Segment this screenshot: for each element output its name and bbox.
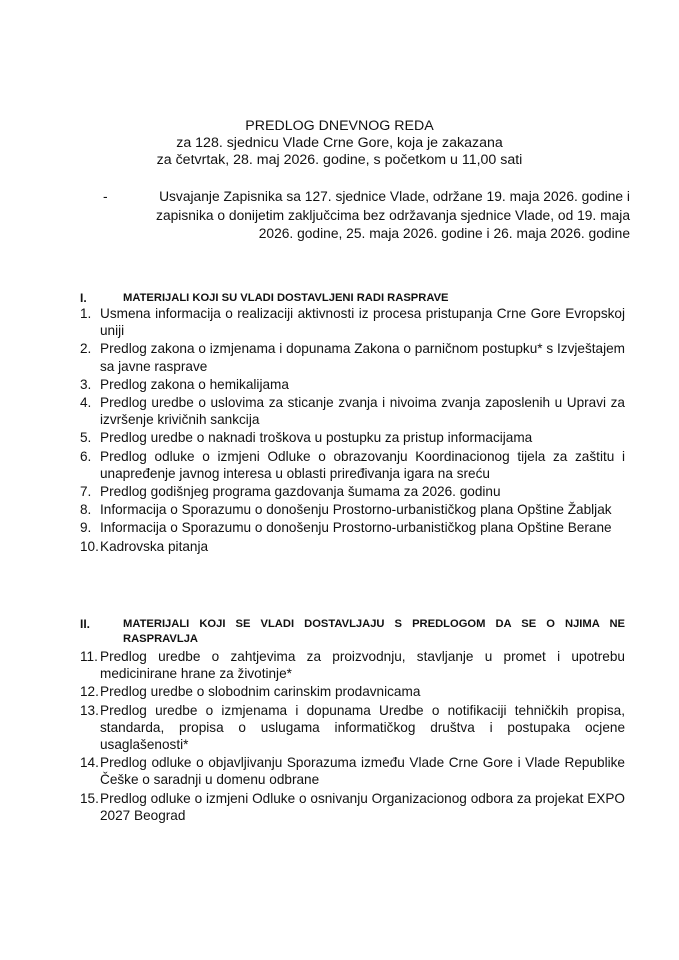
agenda-item-text: Predlog zakona o hemikalijama [100, 376, 289, 392]
agenda-item-text: Predlog uredbe o zahtjevima za proizvodnju, stavljanje u promet i upotrebu medicinirane hrane za životinje* [100, 649, 625, 682]
agenda-subtitle-session: za 128. sjednicu Vlade Crne Gore, koja je zakazana [176, 135, 503, 151]
agenda-item-number: 13. [80, 702, 99, 718]
section-title: MATERIJALI KOJI SE VLADI DOSTAVLJAJU S PREDLOGOM DA SE O NJIMA NE RASPRAVLJA [123, 618, 625, 645]
agenda-item [80, 683, 625, 700]
agenda-item-text: Informacija o Sporazumu o donošenju Prostorno-urbanističkog plana Opštine Berane [100, 520, 612, 536]
agenda-item [80, 483, 625, 500]
agenda-item [80, 305, 625, 339]
agenda-item-number: 9. [80, 520, 92, 536]
agenda-item-number: 3. [80, 376, 92, 392]
agenda-item-text: Kadrovska pitanja [100, 538, 209, 554]
agenda-item-text: Predlog odluke o objavljivanju Sporazuma između Vlade Crne Gore i Vlade Republike Češke o saradnji u domenu odbrane [100, 755, 625, 788]
agenda-title: PREDLOG DNEVNOG REDA [245, 118, 434, 134]
intro-text: Usvajanje Zapisnika sa 127. sjednice Vlade, održane 19. maja 2026. godine i zapisnika o donijetim zaključcima bez održavanja sjednice Vlade, od 19. maja 2026. godine, 25. maja 2026. godine i 26. maja 2026. godine [156, 189, 630, 241]
agenda-item-text: Predlog odluke o izmjeni Odluke o obrazovanju Koordinacionog tijela za zaštitu i unapređenje javnog interesa u oblasti priređivanja igara na sreću [100, 448, 625, 481]
agenda-item [80, 519, 625, 536]
agenda-item [80, 394, 625, 428]
agenda-item-text: Predlog zakona o izmjenama i dopunama Zakona o parničnom postupku* s Izvještajem sa javne rasprave [100, 341, 625, 374]
agenda-item-number: 6. [80, 448, 92, 464]
intro-item [103, 188, 630, 244]
agenda-item-number: 2. [80, 341, 92, 357]
agenda-item [80, 648, 625, 682]
agenda-item [80, 790, 625, 824]
agenda-subtitle-date: za četvrtak, 28. maj 2026. godine, s početkom u 11,00 sati [156, 152, 523, 168]
agenda-item-text: Informacija o Sporazumu o donošenju Prostorno-urbanističkog plana Opštine Žabljak [100, 502, 612, 518]
agenda-item-number: 4. [80, 395, 92, 411]
agenda-item-text: Predlog uredbe o naknadi troškova u postupku za pristup informacijama [100, 430, 533, 446]
agenda-item [80, 429, 625, 446]
agenda-header [0, 118, 679, 169]
agenda-item-text: Predlog uredbe o uslovima za sticanje zvanja i nivoima zvanja zaposlenih u Upravi za izvršenje krivičnih sankcija [100, 395, 625, 428]
agenda-item [80, 754, 625, 788]
agenda-item-text: Predlog uredbe o izmjenama i dopunama Uredbe o notifikaciji tehničkih propisa, standarda, propisa o uslugama informatičkog društva i postupaka ocjene usaglašenosti* [100, 702, 625, 753]
section-2-list [80, 648, 625, 825]
agenda-item-number: 5. [80, 430, 92, 446]
agenda-item [80, 538, 625, 555]
section-heading-1 [80, 291, 625, 306]
agenda-item-text: Usmena informacija o realizaciji aktivnosti iz procesa pristupanja Crne Gore Evropskoj uniji [100, 306, 625, 339]
agenda-item-number: 7. [80, 484, 92, 500]
agenda-item [80, 340, 625, 374]
agenda-item [80, 501, 625, 518]
agenda-item-number: 15. [80, 790, 99, 806]
section-heading-2 [80, 617, 625, 647]
intro-dash: - [103, 189, 108, 204]
agenda-item-number: 14. [80, 755, 99, 771]
agenda-item-text: Predlog odluke o izmjeni Odluke o osnivanju Organizacionog odbora za projekat EXPO 2027 Beograd [100, 790, 625, 823]
section-number: II. [80, 617, 91, 631]
agenda-item-text: Predlog uredbe o slobodnim carinskim prodavnicama [100, 684, 421, 700]
agenda-item-text: Predlog godišnjeg programa gazdovanja šumama za 2026. godinu [100, 484, 501, 500]
agenda-item-number: 1. [80, 306, 92, 321]
agenda-item [80, 702, 625, 754]
agenda-item-number: 11. [80, 649, 98, 664]
section-title: MATERIJALI KOJI SU VLADI DOSTAVLJENI RADI RASPRAVE [123, 292, 449, 304]
agenda-item [80, 376, 625, 393]
agenda-item-number: 12. [80, 684, 99, 700]
agenda-item-number: 10. [80, 538, 99, 554]
section-1-list [80, 305, 625, 556]
section-number: I. [80, 291, 87, 305]
agenda-item [80, 448, 625, 482]
agenda-item-number: 8. [80, 502, 92, 518]
